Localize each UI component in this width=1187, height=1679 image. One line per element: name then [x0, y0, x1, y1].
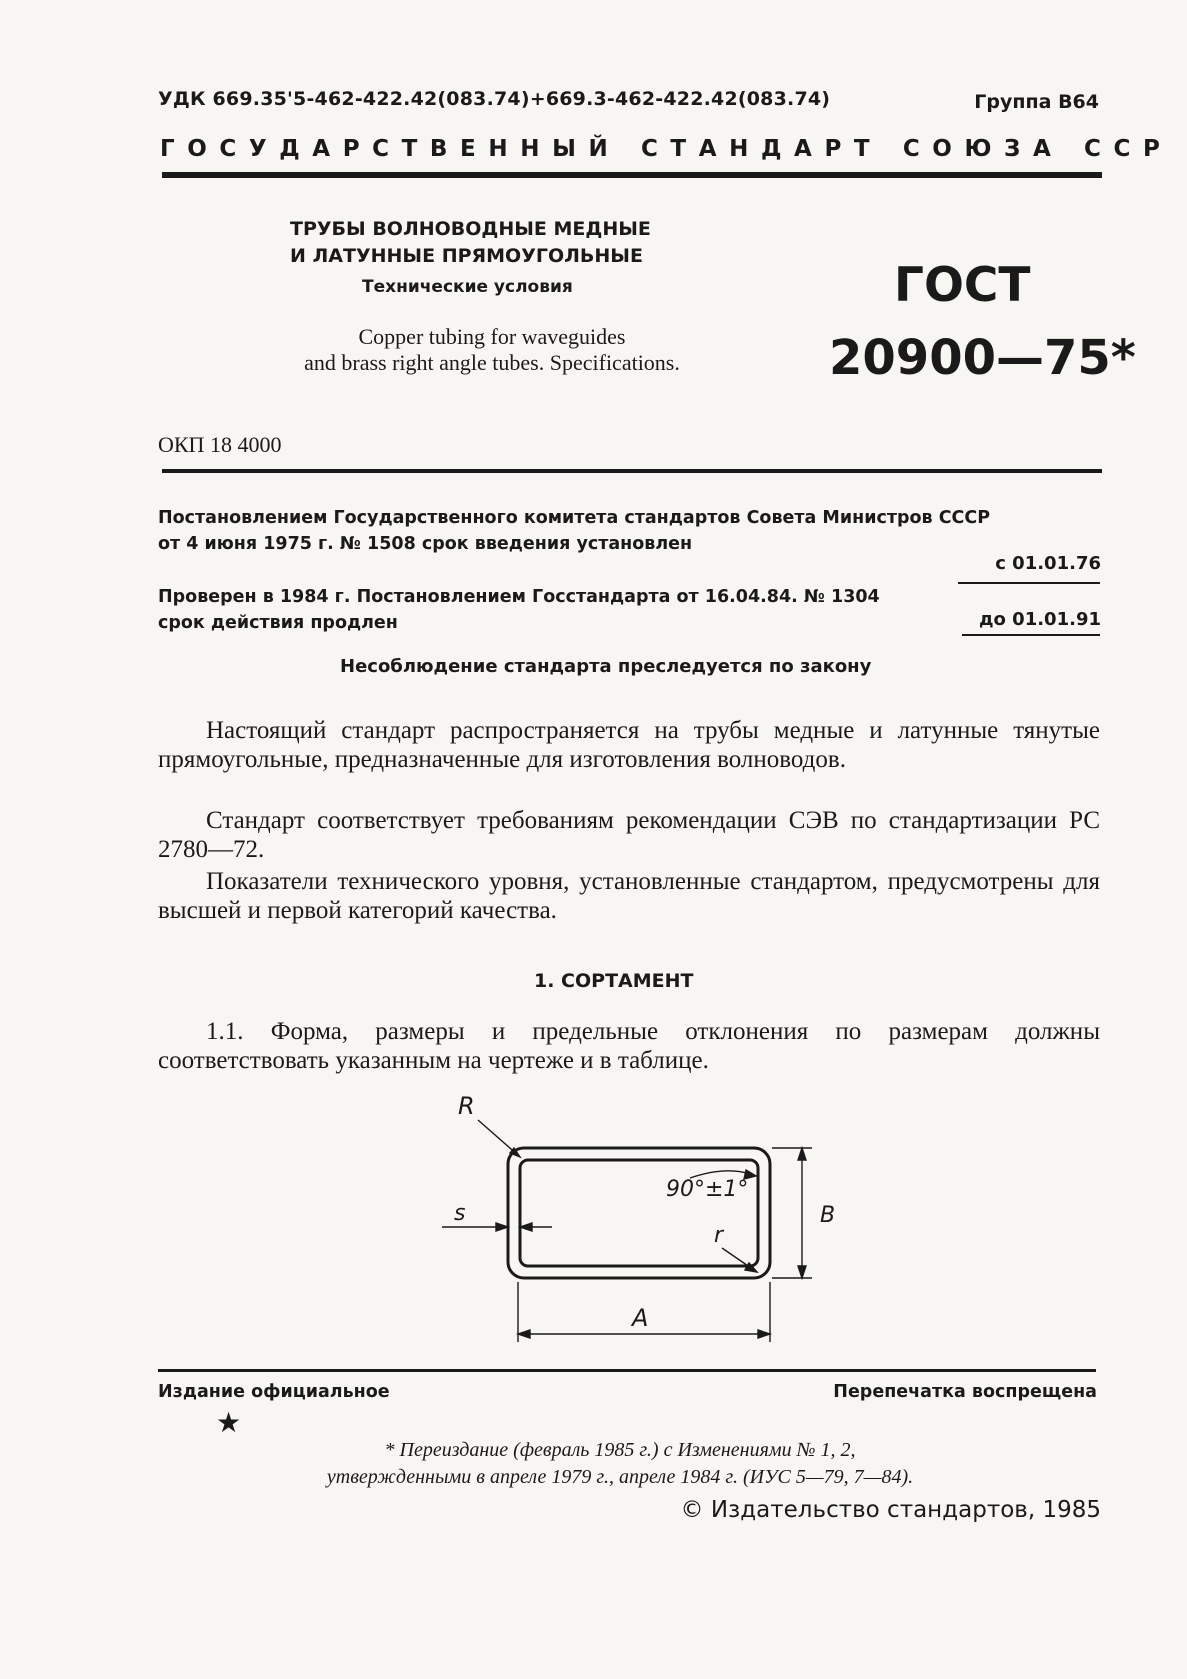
a-arrow-left — [518, 1330, 530, 1338]
review-line2: срок действия продлен — [158, 613, 398, 633]
gost-label: ГОСТ — [894, 258, 1031, 313]
decree-line1: Постановлением Государственного комитета стандартов Совета Министров СССР — [158, 508, 991, 528]
label-angle: 90°±1° — [666, 1177, 749, 1202]
review-text — [158, 584, 958, 636]
label-R: R — [458, 1092, 475, 1120]
bottom-rule — [158, 1369, 1096, 1372]
middle-rule — [162, 469, 1102, 473]
paragraph-cmea: Стандарт соответствует требованиям рекомендации СЭВ по стандартизации РС 2780—72. — [158, 807, 1100, 863]
expiry-date-underline — [962, 634, 1100, 636]
label-A: A — [632, 1304, 649, 1332]
label-B: B — [820, 1203, 836, 1228]
tube-cross-section-drawing — [440, 1090, 860, 1360]
group-code: Группа В64 — [974, 91, 1099, 113]
reprint-prohibited-label: Перепечатка воспрещена — [833, 1382, 1097, 1402]
reissue-line1: * Переиздание (февраль 1985 г.) с Изменениями № 1, 2, — [384, 1439, 856, 1461]
label-r: r — [714, 1223, 724, 1248]
reissue-note — [230, 1437, 1010, 1491]
paragraph-scope: Настоящий стандарт распространяется на трубы медные и латунные тянутые прямоугольные, предназначенные для изготовления волноводов. — [158, 717, 1100, 773]
title-en-line2: and brass right angle tubes. Specifications. — [304, 350, 680, 375]
reissue-line2: утвержденными в апреле 1979 г., апреле 1984 г. (ИУС 5—79, 7—84). — [326, 1466, 914, 1488]
star-icon: ★ — [216, 1408, 242, 1439]
legal-notice: Несоблюдение стандарта преследуется по закону — [340, 656, 872, 677]
effective-date-underline — [958, 582, 1100, 584]
s-arrow-right — [520, 1223, 532, 1231]
expiry-date: до 01.01.91 — [979, 609, 1101, 630]
tube-outer-contour — [508, 1148, 770, 1278]
tube-inner-contour — [520, 1160, 758, 1266]
title-en-line1: Copper tubing for waveguides — [358, 324, 626, 349]
udc-code: УДК 669.35'5-462-422.42(083.74)+669.3-462-422.42(083.74) — [158, 88, 831, 110]
section-heading: 1. СОРТАМЕНТ — [534, 970, 694, 992]
paragraph-quality: Показатели технического уровня, установленные стандартом, предусмотрены для высшей и первой категорий качества. — [158, 868, 1100, 924]
document-title-ru — [290, 216, 651, 270]
effective-date: с 01.01.76 — [995, 553, 1101, 574]
top-rule — [162, 172, 1102, 178]
official-edition-label: Издание официальное — [158, 1382, 390, 1402]
technical-conditions-label: Технические условия — [362, 277, 573, 297]
review-line1: Проверен в 1984 г. Постановлением Госстандарта от 16.04.84. № 1304 — [158, 587, 880, 607]
decree-line2: от 4 июня 1975 г. № 1508 срок введения установлен — [158, 534, 693, 554]
gost-number: 20900—75* — [829, 330, 1136, 386]
title-ru-line2: И ЛАТУННЫЕ ПРЯМОУГОЛЬНЫЕ — [290, 245, 643, 267]
a-arrow-right — [758, 1330, 770, 1338]
state-standard-title: ГОСУДАРСТВЕННЫЙ СТАНДАРТ СОЮЗА ССР — [160, 136, 1173, 162]
b-arrow-top — [798, 1148, 806, 1160]
okp-code: ОКП 18 4000 — [158, 432, 282, 457]
publisher-copyright: © Издательство стандартов, 1985 — [680, 1497, 1101, 1523]
s-arrow-left — [496, 1223, 508, 1231]
paragraph-1-1: 1.1. Форма, размеры и предельные отклонения по размерам должны соответствовать указанным на чертеже и в таблице. — [158, 1018, 1100, 1074]
title-ru-line1: ТРУБЫ ВОЛНОВОДНЫЕ МЕДНЫЕ — [290, 218, 651, 240]
b-arrow-bottom — [798, 1266, 806, 1278]
decree-text — [158, 505, 1108, 557]
document-title-en — [242, 324, 742, 376]
label-s: s — [454, 1201, 466, 1226]
